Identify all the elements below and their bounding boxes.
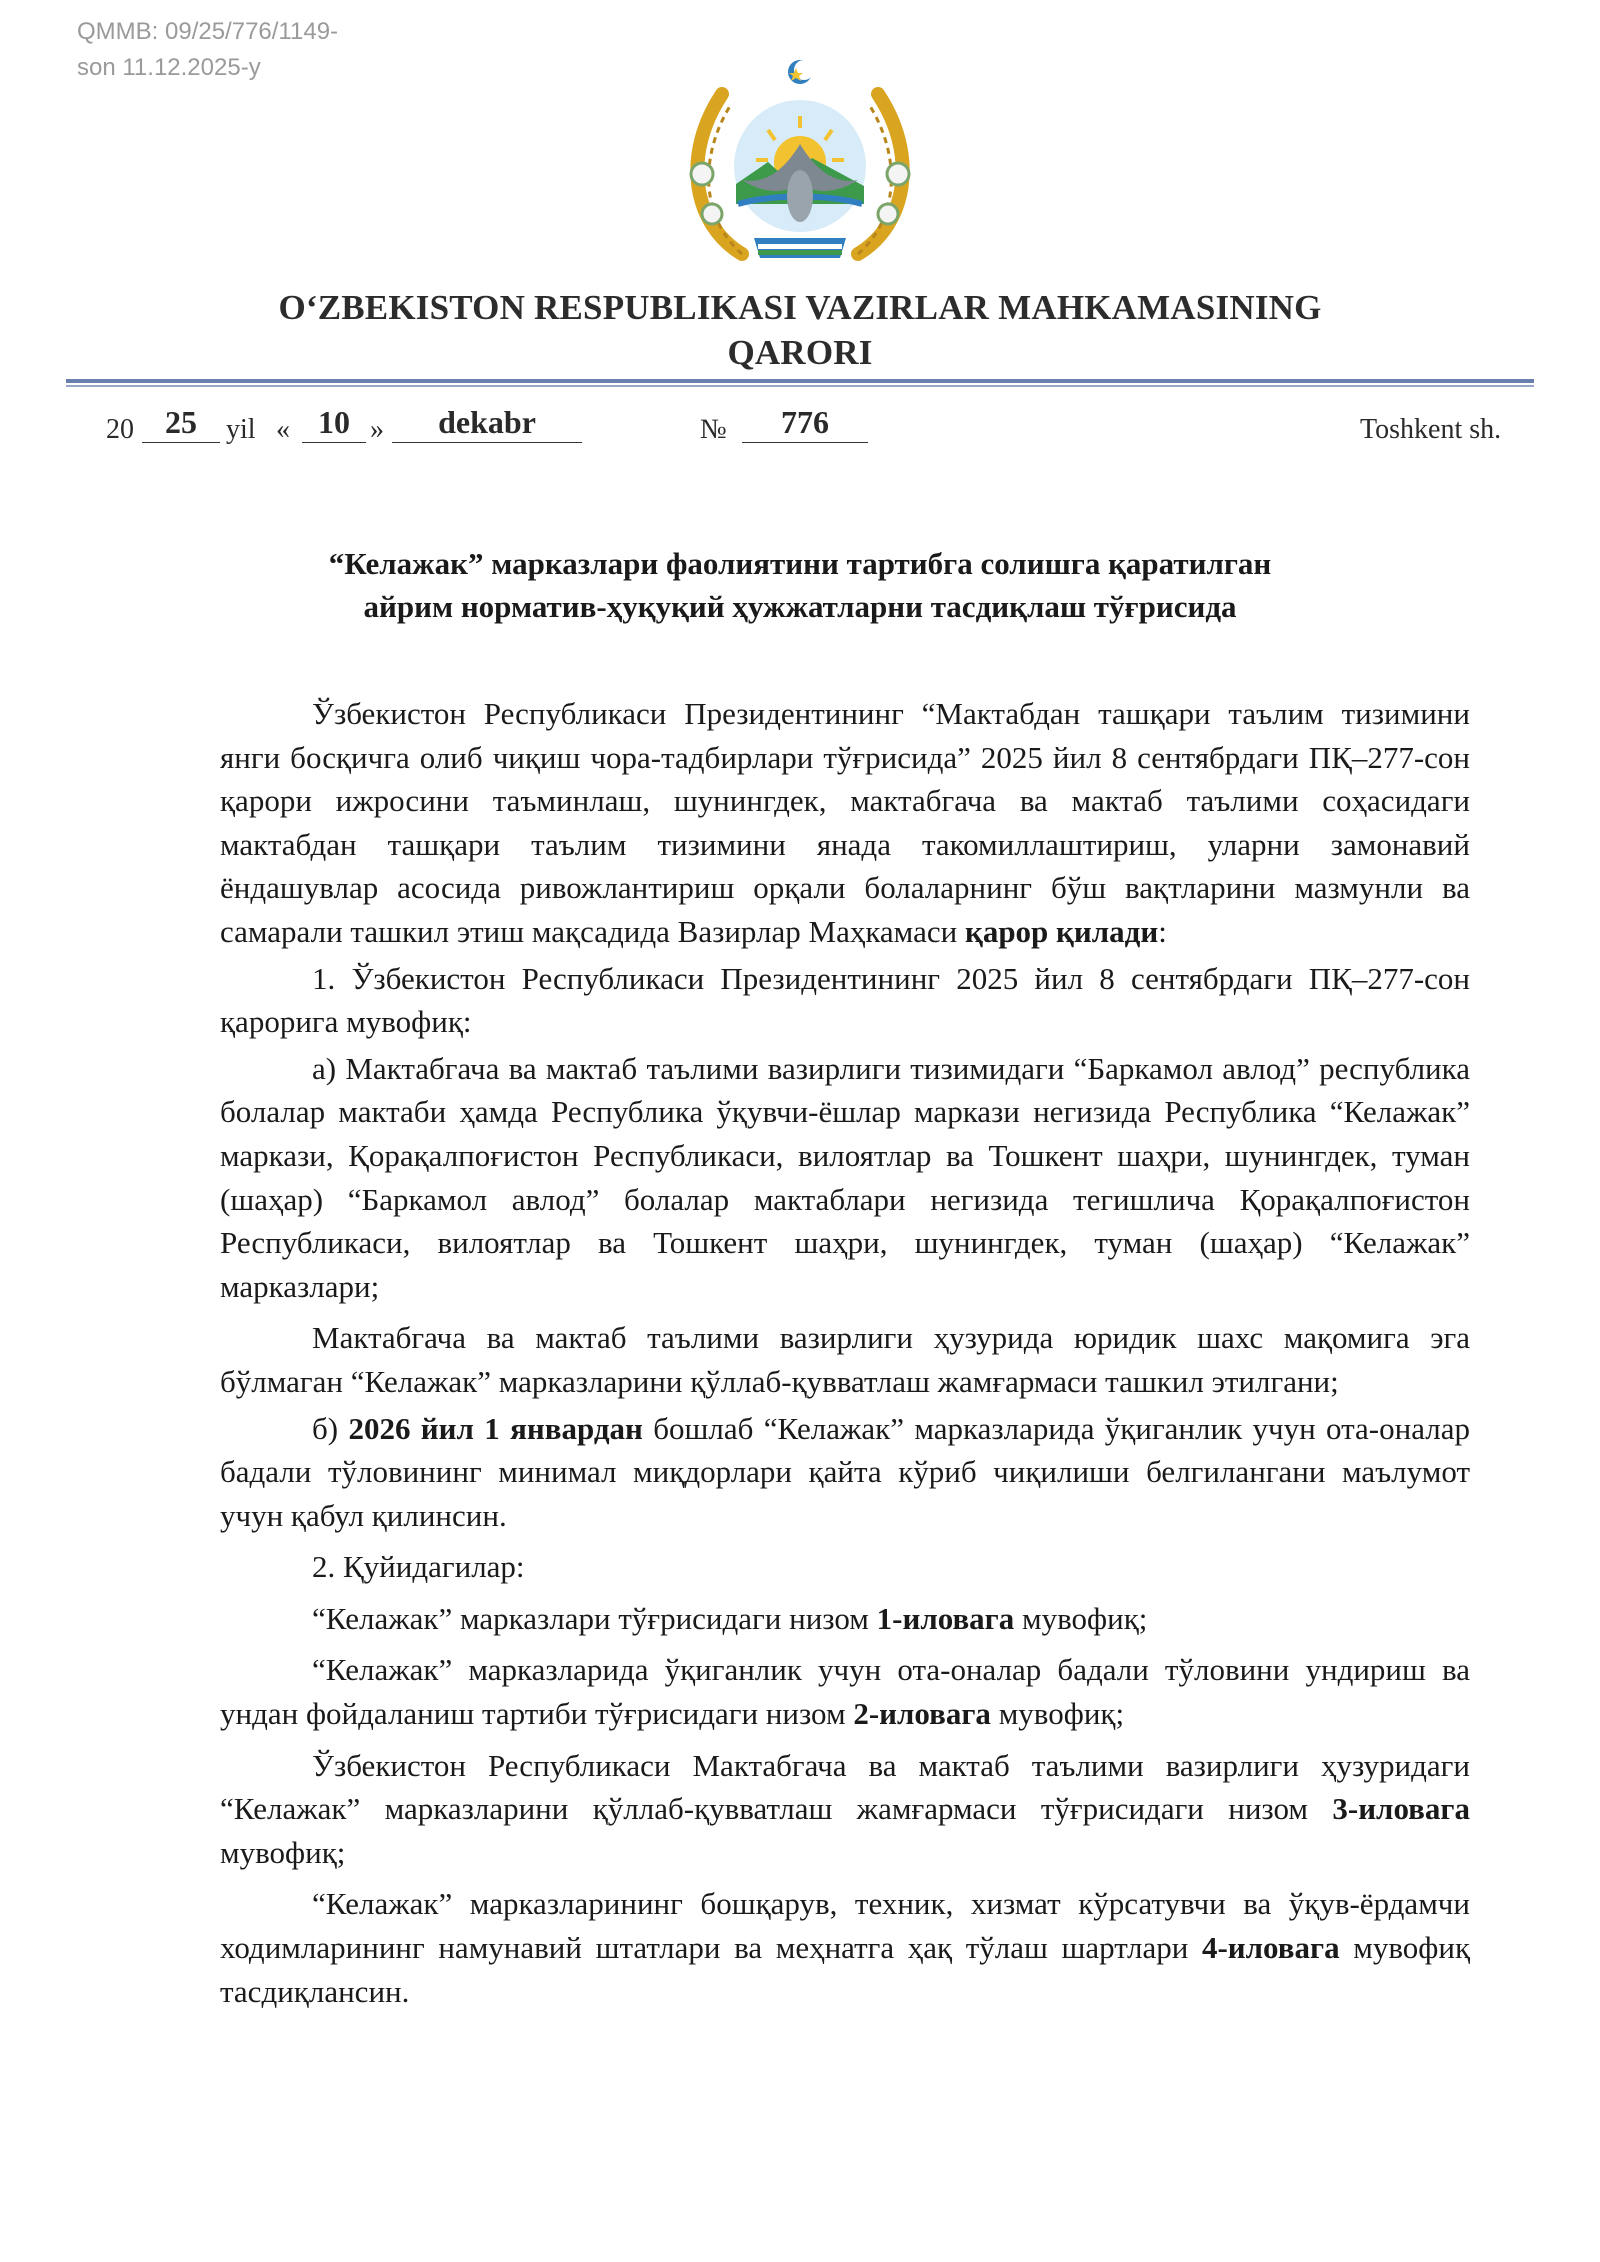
registration-line-2: son 11.12.2025-y — [77, 54, 261, 81]
clause-1b: б) 2026 йил 1 январдан бошлаб “Келажак” марказларида ўқиганлик учун ота-оналар бадали тўловининг минимал миқдорлари қайта кўриб чиқилиши белгилангани маълумот учун қабул қилинсин. — [220, 1410, 1470, 1533]
number-field: 776 — [742, 402, 868, 443]
clause-2-annex-3: Ўзбекистон Республикаси Мактабгача ва мактаб таълими вазирлиги ҳузуридаги “Келажак” марказларини қўллаб-қувватлаш жамғармаси тўғрисидаги низом 3-иловага мувофиқ; — [220, 1747, 1470, 1870]
registration-stamp — [77, 14, 338, 86]
registration-line-1: QMMB: 09/25/776/1149- — [77, 18, 339, 45]
header-rule-bottom — [66, 385, 1534, 387]
quote-open: « — [276, 414, 290, 445]
clause-1: 1. Ўзбекистон Республикаси Президентининг 2025 йил 8 сентябрдаги ПҚ–277-сон қарорига мувофиқ: — [220, 960, 1470, 1040]
clause-2-annex-2: “Келажак” марказларида ўқиганлик учун ота-оналар бадали тўловини ундириш ва ундан фойдаланиш тартиби тўғрисидаги низом 2-иловага мувофиқ; — [220, 1652, 1470, 1732]
day-field: 10 — [302, 402, 366, 443]
intro-paragraph: Ўзбекистон Республикаси Президентининг “Мактабдан ташқари таълим тизимини янги босқичга олиб чиқиш чора-тадбирлари тўғрисида” 2025 йил 8 сентябрдаги ПҚ–277-сон қарори ижросини таъминлаш, шунингдек, мактабгача ва мактаб таълими соҳасидаги мактабдан ташқари таълим тизимини янада такомиллаштириш, уларни замонавий ёндашувлар асосида ривожлантириш орқали болаларнинг бўш вақтларини мазмунли ва самарали ташкил этиш мақсадида Вазирлар Маҳкамаси қарор қилади: — [220, 696, 1470, 949]
month-field: dekabr — [392, 402, 582, 443]
clause-2-annex-4: “Келажак” марказларининг бошқарув, техник, хизмат кўрсатувчи ва ўқув-ёрдамчи ходимларининг намунавий штатлари ва меҳнатга ҳақ тўлаш шартлари 4-иловага мувофиқ тасдиқлансин. — [220, 1886, 1471, 2009]
dateline — [0, 400, 1600, 460]
document-body — [220, 692, 1470, 2013]
resolution-title-line-2: айрим норматив-ҳуқуқий ҳужжатларни тасдиқлаш тўғрисида — [363, 589, 1237, 624]
state-emblem-icon — [672, 54, 928, 278]
quote-close: » — [370, 414, 384, 445]
resolution-title-line-1: “Келажак” марказлари фаолиятини тартибга солишга қаратилган — [328, 546, 1272, 581]
clause-1a-fund: Мактабгача ва мактаб таълими вазирлиги ҳузурида юридик шахс мақомига эга бўлмаган “Келажак” марказларини қўллаб-қувватлаш жамғармаси ташкил этилгани; — [220, 1320, 1470, 1399]
yil-label: yil — [226, 414, 256, 445]
year-field: 25 — [142, 402, 220, 443]
place-label: Toshkent sh. — [1360, 414, 1502, 445]
clause-2: 2. Қуйидагилар: — [312, 1549, 525, 1585]
year-prefix: 20 — [106, 414, 134, 445]
document-header-line-2: QARORI — [727, 333, 873, 372]
clause-2-annex-1: “Келажак” марказлари тўғрисидаги низом 1-иловага мувофиқ; — [312, 1600, 1148, 1636]
clause-1a: а) Мактабгача ва мактаб таълими вазирлиги тизимидаги “Баркамол авлод” республика болалар мактаби ҳамда Республика ўқувчи-ёшлар маркази негизида Республика “Келажак” маркази, Қорақалпоғистон Республикаси, вилоятлар ва Тошкент шаҳри, шунингдек, туман (шаҳар) “Баркамол авлод” болалар мактаблари негизида тегишлича Қорақалпоғистон Республикаси, вилоятлар ва Тошкент шаҳри, шунингдек, туман (шаҳар) “Келажак” марказлари; — [220, 1050, 1470, 1304]
number-sign: № — [700, 414, 727, 445]
header-rule-top — [66, 379, 1534, 383]
document-header-line-1: OʻZBEKISTON RESPUBLIKASI VAZIRLAR MAHKAMASINING — [278, 288, 1322, 327]
